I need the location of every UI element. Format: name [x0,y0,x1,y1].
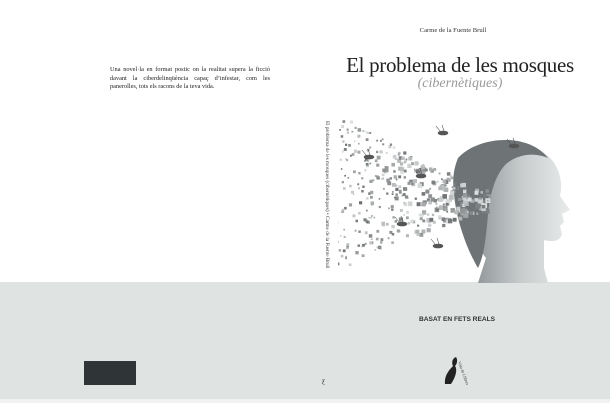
pixel-particle [345,256,347,258]
pixel-particle [342,151,344,153]
pixel-particle [343,187,346,190]
pixel-particle [443,207,447,211]
pixel-particle [347,132,349,134]
pixel-particle [433,168,436,171]
pixel-particle [380,242,382,244]
pixel-particle [379,206,381,208]
pixel-particle [394,197,396,199]
pixel-particle [354,141,356,143]
pixel-particle [400,167,404,171]
pixel-particle [358,172,360,174]
pixel-particle [340,159,342,161]
pixel-particle [356,220,359,223]
fly-icon [431,238,443,248]
tagline: BASAT EN FETS REALS [418,316,496,323]
pixel-particle [454,183,457,186]
pixel-particle [341,125,344,128]
pixel-particle [380,150,383,153]
pixel-particle [369,241,372,244]
pixel-particle [406,159,408,161]
pixel-particle [366,197,368,199]
pixel-particle [366,163,369,166]
pixel-particle [470,211,474,215]
pixel-particle [403,214,405,216]
pixel-particle [479,197,482,200]
pixel-particle [417,234,420,237]
pixel-particle [432,181,436,185]
pixel-particle [355,230,357,232]
pixel-particle [408,222,410,224]
pixel-particle [383,188,385,190]
spine-publisher-logo: ƹ [322,377,326,385]
pixel-particle [392,193,394,195]
fly-icon [436,125,448,135]
pixel-particle [359,201,362,204]
pixel-particle [352,153,355,156]
pixel-particle [446,203,449,206]
pixel-particle [376,238,379,241]
pixel-particle [353,214,356,217]
pixel-particle [362,244,365,247]
pixel-particle [453,218,457,222]
pixel-particle [482,205,485,208]
pixel-particle [429,167,433,171]
pixel-particle [393,146,396,149]
spine-text: El problema de les mosques (cibernètiques) • Carme de la Fuente Brull [324,121,330,269]
spine [320,121,334,286]
pixel-particle [358,187,360,189]
pixel-particle [452,210,454,212]
pixel-particle [427,214,429,216]
pixel-particle [436,209,438,211]
book-title: El problema de les mosques [346,53,574,77]
pixel-particle [439,205,444,210]
pixel-particle [403,202,405,204]
pixel-particle [349,185,352,188]
pixel-particle [481,191,484,194]
pixel-particle [347,129,349,131]
pixel-particle [366,210,368,212]
pixel-particle [404,160,406,162]
pixel-particle [343,120,346,123]
pixel-particle [353,170,356,173]
pixel-particle [415,161,419,165]
pixel-particle [437,181,439,183]
pixel-particle [343,229,345,231]
pixel-particle [407,164,411,168]
pixel-particle [393,155,397,159]
pixel-particle [382,223,385,226]
pixel-particle [361,177,363,179]
bottom-edge [0,399,610,403]
pixel-particle [404,176,406,178]
pixel-particle [438,198,442,202]
pixel-particle [465,188,467,190]
pixel-particle [340,235,342,237]
pixel-particle [398,154,400,156]
pixel-particle [369,147,371,149]
pixel-particle [353,194,355,196]
publisher-logo [441,352,471,386]
pixel-particle [450,175,452,177]
pixel-particle [394,175,397,178]
pixel-particle [351,191,354,194]
pixel-particle [406,211,409,214]
pixel-particle [388,208,390,210]
pixel-particle [350,155,352,157]
pixel-particle [379,198,381,200]
pixel-particle [382,174,385,177]
pixel-particle [399,190,402,193]
pixel-particle [418,183,423,188]
pixel-particle [346,159,348,161]
pixel-particle [452,186,454,188]
pixel-particle [417,202,421,206]
pixel-particle [380,140,382,142]
pixel-particle [371,238,373,240]
pixel-particle [344,148,347,151]
pixel-particle [355,127,357,129]
pixel-particle [391,163,395,167]
pixel-particle [382,178,384,180]
pixel-particle [463,190,466,193]
pixel-particle [346,243,349,246]
pixel-particle [421,230,425,234]
pixel-particle [403,187,407,191]
pixel-particle [443,180,446,183]
pixel-particle [391,241,394,244]
pixel-particle [365,231,368,234]
pixel-particle [475,198,479,202]
pixel-particle [365,243,367,245]
pixel-particle [376,230,379,233]
pixel-particle [348,144,351,147]
pixel-particle [391,209,393,211]
pixel-particle [465,209,467,211]
pixel-particle [450,191,454,195]
pixel-particle [421,202,426,207]
pixel-particle [369,234,373,238]
pixel-particle [357,135,360,138]
pixel-particle [343,249,346,252]
pixel-particle [443,204,445,206]
pixel-particle [481,211,483,213]
pixel-particle [420,217,423,220]
pixel-particle [422,192,426,196]
pixel-particle [400,162,403,165]
pixel-particle [446,211,448,213]
pixel-particle [352,131,354,133]
pixel-particle [453,187,455,189]
pixel-particle [412,183,414,185]
pixel-particle [370,196,373,199]
pixel-particle [445,184,447,186]
pixel-particle [374,249,376,251]
pixel-particle [487,200,489,202]
pixel-particle [434,199,438,203]
pixel-particle [438,187,442,191]
pixel-particle [410,220,413,223]
pixel-particle [396,179,398,181]
pixel-particle [338,263,339,266]
pixel-particle [380,247,382,249]
pixel-particle [428,224,431,227]
pixel-particle [381,238,384,241]
pixel-particle [386,152,388,154]
pixel-particle [358,244,361,247]
pixel-particle [403,193,406,196]
pixel-particle [413,179,417,183]
pixel-particle [342,209,344,211]
pixel-particle [391,225,394,228]
pixel-particle [358,143,360,145]
pixel-particle [358,151,361,154]
pixel-particle [458,198,461,201]
pixel-particle [364,169,366,171]
pixel-particle [345,257,347,259]
pixel-particle [389,145,392,148]
pixel-particle [371,215,373,217]
pixel-particle [372,179,374,181]
pixel-particle [341,135,344,138]
barcode [84,361,136,385]
pixel-particle [429,188,431,190]
pixel-particle [377,156,381,160]
pixel-particle [427,228,431,232]
pixel-particle [369,180,372,183]
pixel-particle [344,175,346,177]
pixel-particle [400,209,403,212]
pixel-particle [358,231,360,233]
pixel-particle [422,164,424,166]
pixel-particle [404,170,407,173]
pixel-particle [396,194,398,196]
pixel-particle [382,169,386,173]
pixel-particle [458,217,462,221]
pixel-particle [438,215,441,218]
pixel-particle [486,189,489,192]
pixel-particle [406,234,409,237]
pixel-particle [382,143,384,145]
pixel-particle [376,151,378,153]
pixel-particle [442,194,447,199]
pixel-particle [486,196,489,199]
pixel-particle [392,183,396,187]
pixel-particle [376,164,379,167]
pixel-particle [476,213,478,215]
pixel-particle [362,186,364,188]
cover-illustration [338,118,574,283]
pixel-particle [341,168,343,170]
pixel-particle [376,140,378,142]
pixel-particle [348,177,350,179]
pixel-particle [432,214,434,216]
pixel-particle [415,198,417,200]
pixel-particle [344,207,347,210]
pixel-particle [349,263,352,266]
pixel-particle [350,121,353,124]
pixel-particle [468,198,472,202]
pixel-particle [371,202,375,206]
pixel-particle [419,233,423,237]
pixel-particle [369,132,371,134]
pixel-particle [354,150,357,153]
pixel-particle [403,151,406,154]
pixel-particle [406,216,409,219]
pixel-particle [386,193,388,195]
pixel-particle [362,254,365,257]
pixel-particle [375,160,378,163]
pixel-particle [401,157,404,160]
pixel-particle [416,230,420,234]
pixel-particle [408,202,412,206]
pixel-particle [442,217,446,221]
pixel-particle [456,207,460,211]
pixel-particle [390,144,392,146]
publisher-logo-text: Vida de Llibres [457,360,471,386]
book-subtitle: (cibernètiques) [417,76,503,91]
pixel-particle [357,183,359,185]
pixel-particle [345,144,347,146]
pixel-particle [460,208,465,213]
pixel-particle [368,217,370,219]
pixel-particle [338,241,339,243]
pixel-particle [439,173,441,175]
author-name: Carme de la Fuente Brull [419,27,487,34]
pixel-particle [467,211,469,213]
pixel-particle [423,211,427,215]
pixel-particle [429,218,433,222]
pixel-particle [449,195,454,200]
pixel-particle [460,184,464,188]
pixel-particle [370,191,373,194]
pixel-particle [463,193,467,197]
pixel-particle [454,210,458,214]
pixel-particle [475,204,480,209]
pixel-particle [349,203,352,206]
pixel-particle [400,171,403,174]
pixel-particle [365,131,367,133]
pixel-particle [417,225,419,227]
pixel-particle [361,190,364,193]
pixel-particle [362,130,364,132]
pixel-particle [392,191,394,193]
pixel-particle [342,140,344,142]
pixel-particle [376,176,379,179]
pixel-particle [395,220,397,222]
pixel-particle [398,230,400,232]
pixel-particle [369,163,371,165]
pixel-particle [366,220,369,223]
pixel-particle [425,190,429,194]
pixel-particle [465,202,467,204]
pixel-particle [366,138,369,141]
pixel-particle [395,188,398,191]
pixel-particle [342,181,344,183]
pixel-particle [382,138,384,140]
pixel-particle [387,181,391,185]
pixel-particle [408,182,411,185]
pixel-particle [388,237,390,239]
pixel-particle [399,185,402,188]
pixel-particle [444,187,449,192]
pixel-particle [398,175,401,178]
pixel-particle [386,223,389,226]
pixel-particle [393,170,396,173]
pixel-particle [370,217,372,219]
pixel-particle [435,203,437,205]
pixel-particle [358,212,361,215]
pixel-particle [425,169,428,172]
pixel-particle [441,178,443,180]
back-cover-blurb: Una novel·la en format postic on la realitat supera la ficció davant la ciberdelinqüència capaç d’infestar, com les panerolles, tots els racons de la teva vida. [110,66,270,91]
pixel-particle [448,219,452,223]
pixel-particle [341,255,344,258]
pixel-particle [392,233,395,236]
pixel-particle [355,251,358,254]
pixel-particle [374,217,376,219]
pixel-particle [408,157,412,161]
pixel-particle [358,128,362,132]
pixel-particle [339,129,341,131]
pixel-particle [422,220,425,223]
pixel-particle [344,236,346,238]
pixel-particle [445,218,447,220]
pixel-particle [391,205,394,208]
pixel-particle [339,249,341,251]
pixel-particle [475,191,479,195]
pixel-particle [393,216,395,218]
pixel-particle [442,224,445,227]
